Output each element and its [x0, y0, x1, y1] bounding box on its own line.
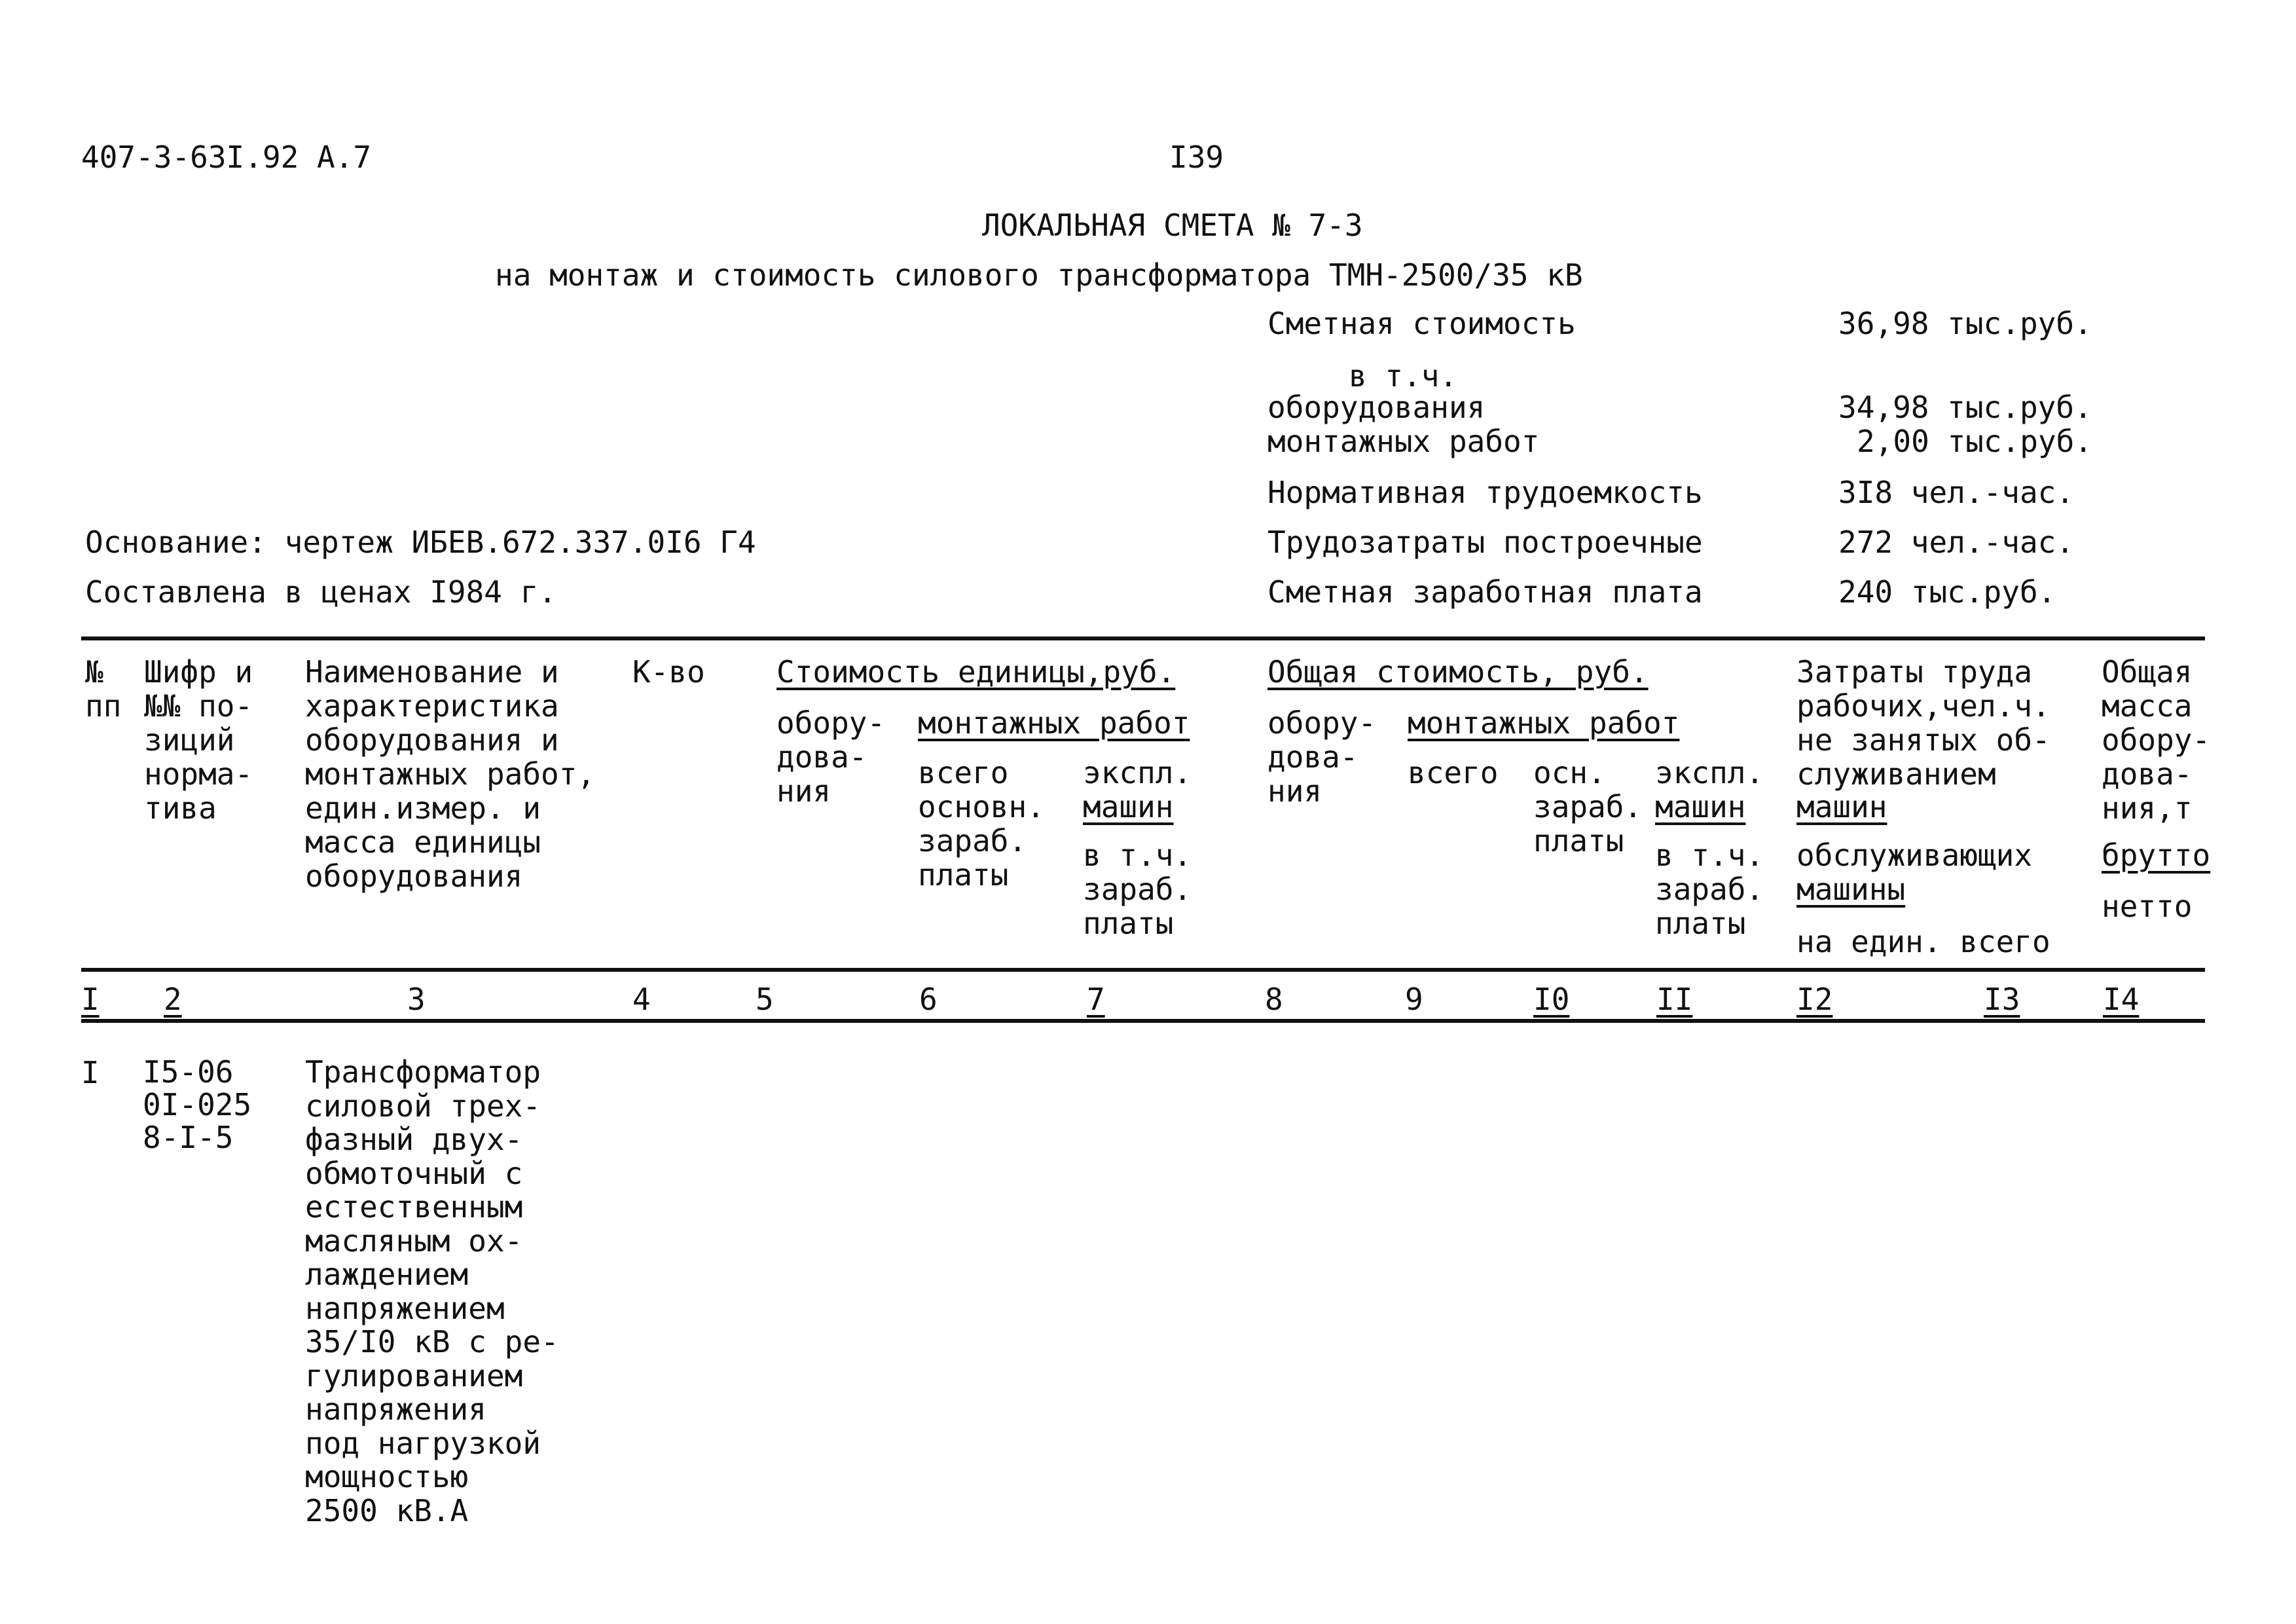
column-number: I4 [2103, 982, 2140, 1017]
header-unit-total-wages: всего основн. зараб. платы [918, 755, 1045, 893]
page-number: I39 [1169, 139, 1224, 175]
header-total-mass: Общая масса обору- дова- ния,т [2102, 654, 2211, 826]
header-bottom-rule [81, 968, 2205, 972]
equipment-value: 34,98 тыс.руб. [1838, 390, 2092, 425]
column-number: 5 [756, 982, 774, 1017]
header-mass-gross: брутто [2102, 838, 2211, 873]
row-description: Трансформатор силовой трех- фазный двух- обмоточный с естественным масляным ох- лаждением напряжением 35/I0 кВ с ре- гулированием напряжения под нагрузкой мощностью 2500 кВ.А [305, 1054, 559, 1528]
table-top-rule [81, 637, 2205, 640]
header-total-cost: Общая стоимость, руб. [1267, 654, 1649, 690]
column-number: 2 [164, 982, 182, 1017]
header-total-machines-wages: в т.ч. зараб. платы [1655, 838, 1764, 941]
column-number: I0 [1533, 982, 1570, 1017]
row-number: I [81, 1055, 100, 1090]
header-total-equipment: обору- дова- ния [1267, 705, 1377, 809]
doc-code: 407-3-63I.92 А.7 [81, 139, 372, 175]
column-number: 9 [1405, 982, 1423, 1017]
equipment-label: оборудования [1267, 390, 1485, 425]
header-col-code: Шифр и №№ по- зиций норма- тива [144, 654, 253, 826]
column-number: 7 [1087, 982, 1105, 1017]
header-unit-machines-top: экспл. [1083, 755, 1192, 790]
header-total-wages: осн. зараб. платы [1533, 755, 1643, 858]
site-labor-label: Трудозатраты построечные [1267, 525, 1703, 560]
installation-label: монтажных работ [1267, 424, 1540, 459]
wages-label: Сметная заработная плата [1267, 574, 1703, 610]
wages-value: 240 тыс.руб. [1838, 574, 2056, 610]
header-unit-machines-wages: в т.ч. зараб. платы [1083, 838, 1192, 941]
estimated-cost-value: 36,98 тыс.руб. [1838, 306, 2092, 341]
header-col-quantity: К-во [632, 654, 705, 690]
column-number: I3 [1984, 982, 2020, 1017]
document-subtitle: на монтаж и стоимость силового трансформатора ТМН-2500/35 кВ [495, 257, 1583, 293]
column-number: I [81, 982, 100, 1017]
norm-labor-label: Нормативная трудоемкость [1267, 475, 1703, 510]
basis-prices: Составлена в ценах I984 г. [85, 574, 557, 610]
header-mass-net: нетто [2102, 889, 2193, 924]
norm-labor-value: 3I8 чел.-час. [1838, 475, 2075, 510]
installation-value: 2,00 тыс.руб. [1857, 424, 2093, 459]
estimated-cost-label: Сметная стоимость [1267, 306, 1576, 341]
basis-drawing: Основание: чертеж ИБЕВ.672.337.0I6 Г4 [85, 525, 756, 560]
header-labor-costs: Затраты труда рабочих,чел.ч. не занятых об- служиванием [1796, 654, 2050, 792]
site-labor-value: 272 чел.-час. [1838, 525, 2075, 560]
column-numbers-rule [81, 1019, 2205, 1023]
header-unit-machines: машин [1083, 789, 1174, 824]
row-code: I5-06 0I-025 8-I-5 [143, 1054, 252, 1155]
document-title: ЛОКАЛЬНАЯ СМЕТА № 7-3 [982, 208, 1363, 243]
column-number: II [1656, 982, 1693, 1017]
column-number: I2 [1796, 982, 1833, 1017]
column-number: 4 [632, 982, 651, 1017]
column-number: 3 [407, 982, 426, 1017]
header-labor-serving: обслуживающих [1796, 838, 2033, 873]
header-total-machines: машин [1655, 789, 1746, 824]
header-col-description: Наименование и характеристика оборудования и монтажных работ, един.измер. и масса единицы оборудования [305, 654, 596, 894]
header-labor-machine: машины [1796, 872, 1906, 907]
column-number: 8 [1265, 982, 1283, 1017]
header-total-machines-top: экспл. [1655, 755, 1764, 790]
header-unit-cost: Стоимость единицы,руб. [776, 654, 1176, 690]
header-col-number: № пп [85, 654, 122, 724]
header-unit-equipment: обору- дова- ния [776, 705, 886, 809]
column-number: 6 [919, 982, 938, 1017]
header-unit-installation: монтажных работ [918, 705, 1190, 741]
header-total-installation: монтажных работ [1408, 705, 1680, 741]
header-labor-per-unit-total: на един. всего [1796, 924, 2050, 959]
including-label: в т.ч. [1349, 358, 1458, 394]
header-total-all: всего [1408, 755, 1499, 790]
header-labor-machines: машин [1796, 789, 1887, 824]
